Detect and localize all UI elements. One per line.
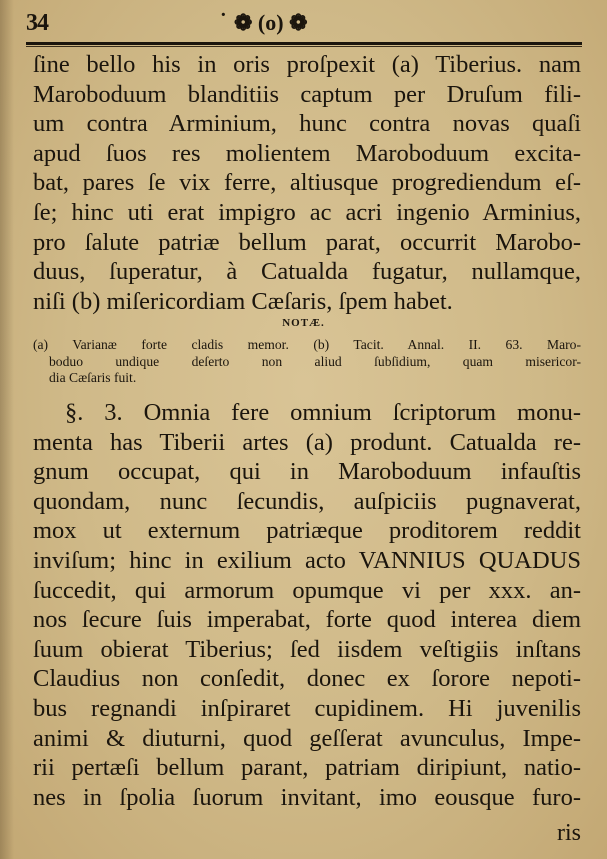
footnote-line: boduo undique deſerto non aliud ſubſidium, quam misericor-: [49, 353, 581, 369]
text-line: bus regnandi inſpiraret cupidinem. Hi juvenilis: [33, 694, 581, 722]
text-line: ſe; hinc uti erat impigro ac acri ingenio Arminius,: [33, 198, 581, 226]
text-line: ſine bello his in oris proſpexit (a) Tiberius. nam: [33, 51, 581, 78]
text-line: duus, ſuperatur, à Catualda fugatur, nullamque,: [33, 258, 581, 286]
running-header: [26, 4, 582, 38]
header-rule: [26, 42, 582, 45]
text-line: mox ut externum patriæque proditorem reddit: [33, 517, 581, 545]
text-line: bat, pares ſe vix ferre, altiusque progrediendum eſ-: [33, 169, 581, 197]
text-line: gnum occupat, qui in Maroboduum infauſtis: [33, 458, 581, 486]
footnote-line: dia Cæſaris fuit.: [49, 370, 137, 385]
footnote-line: (a) Varianæ forte cladis memor. (b) Tacit. Annal. II. 63. Maro-: [33, 337, 581, 352]
page-number: 34: [26, 10, 48, 36]
text-line: animi & diuturni, quod geſſerat avunculus, Impe-: [33, 724, 581, 752]
text-line: ſuum obierat Tiberius; ſed iisdem veſtigiis inſtans: [33, 635, 581, 663]
header-dot: ·: [220, 4, 227, 26]
section-3-paragraph: [33, 398, 581, 812]
main-paragraph: [33, 50, 581, 316]
text-line: rii pertæſi bellum parant, patriam diripiunt, natio-: [33, 754, 581, 782]
text-line: nos ſecure ſuis imperabat, forte quod interea diem: [33, 606, 581, 634]
text-line: nes in ſpolia ſuorum invitant, imo eousque furo-: [33, 783, 581, 811]
text-line: menta has Tiberii artes (a) produnt. Catualda re-: [33, 428, 581, 456]
text-line: Maroboduum blanditiis captum per Druſum fili-: [33, 80, 581, 108]
ornament-text: ❁ (o) ❁: [234, 10, 308, 35]
text-line: Claudius non conſedit, donec ex ſorore nepoti-: [33, 665, 581, 693]
footnotes: [33, 337, 581, 387]
text-line: inviſum; hinc in exilium acto VANNIUS QUADUS: [33, 546, 581, 574]
text-line: niſi (b) miſericordiam Cæſaris, ſpem habet.: [33, 287, 453, 315]
text-line: §. 3. Omnia fere omnium ſcriptorum monu-: [65, 399, 581, 426]
header-ornament: [220, 4, 308, 36]
text-line: ſuccedit, qui armorum opumque vi per xxx. an-: [33, 576, 581, 604]
text-line: quondam, nunc ſecundis, auſpiciis pugnaverat,: [33, 487, 581, 515]
notes-heading: NOTÆ.: [282, 317, 325, 329]
page-edge-shadow: [0, 0, 14, 859]
catchword: ris: [557, 820, 581, 846]
header-rule-thin: [26, 46, 582, 47]
text-line: apud ſuos res molientem Maroboduum excita-: [33, 139, 581, 167]
text-line: pro ſalute patriæ bellum parat, occurrit Marobo-: [33, 228, 581, 256]
text-line: um contra Arminium, hunc contra novas quaſi: [33, 110, 581, 138]
